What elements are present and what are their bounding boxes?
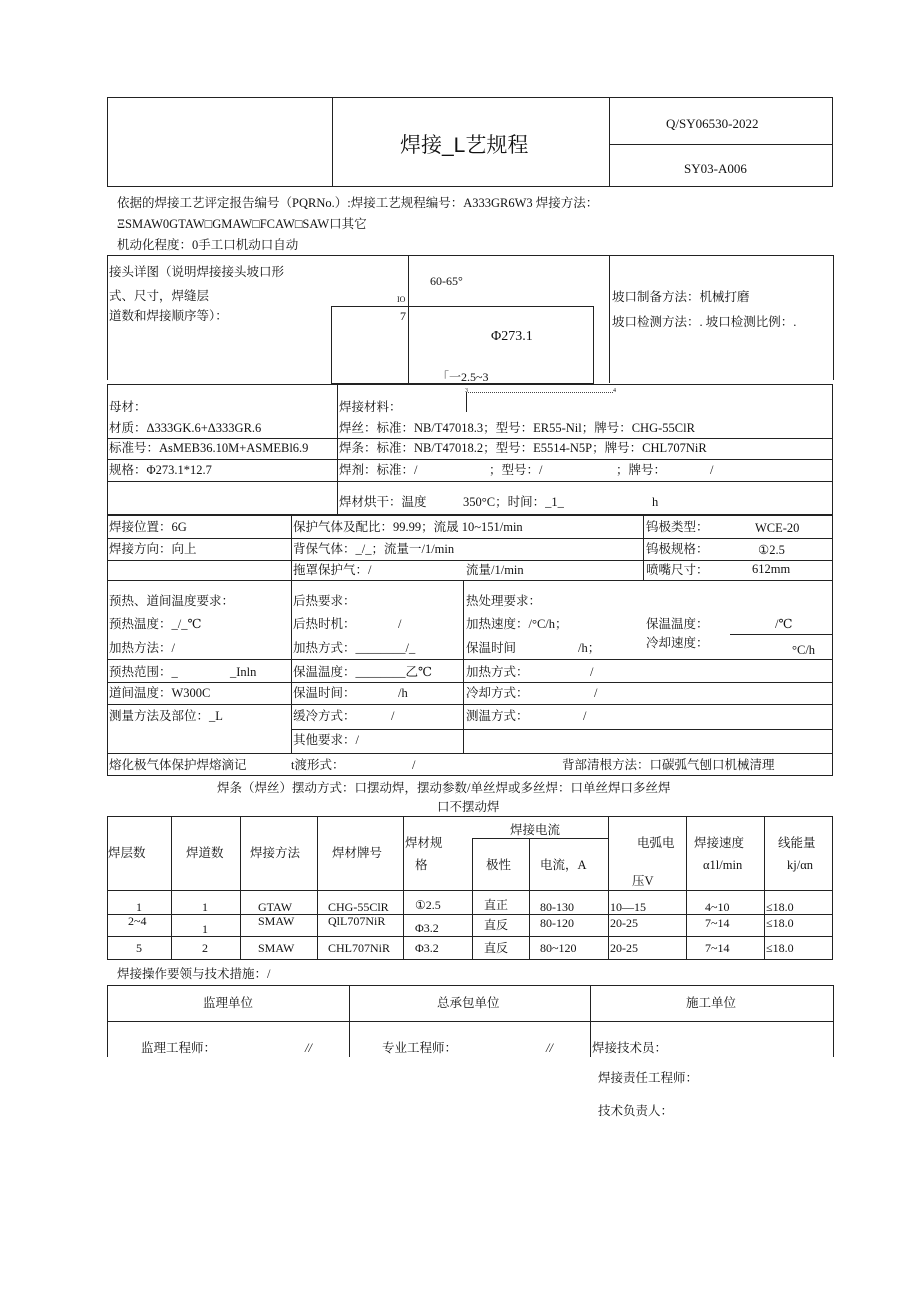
material-divider: [337, 384, 338, 515]
mark-small-4: 4: [613, 388, 616, 394]
swing-method: 焊条（焊丝）摆动方式：口摆动焊，摆动参数/单丝焊或多丝焊：口单丝焊口多丝焊: [217, 781, 671, 795]
sign-col-construction: 施工单位: [686, 996, 737, 1010]
document-title: 焊接_L艺规程: [400, 134, 529, 157]
mark-7: 7: [400, 309, 406, 323]
param-col-3: [317, 816, 318, 960]
postheat-hold-time: 保温时间：: [293, 686, 356, 700]
heat-row-d: [291, 729, 833, 730]
back-gouge-method: 背部清根方法：口碳弧气刨口机械清理: [562, 758, 775, 772]
table-row-2-brand: QlL707NiR: [328, 914, 386, 928]
sign-div-2: [590, 985, 591, 1057]
col-spec-1: 焊材规: [405, 836, 443, 850]
welding-responsible-engineer: 焊接责任工程师：: [598, 1071, 699, 1085]
preheat-method: 加热方法：/: [109, 641, 175, 655]
table-row-2-spec: Φ3.2: [415, 921, 439, 935]
weld-material-title: 焊接材料：: [339, 400, 402, 414]
shield-gas: 保护气体及配比：99.99；流晟 10~151/min: [293, 520, 523, 534]
trailing-gas-flow: 流量/1/min: [466, 563, 524, 577]
param-col-6: [529, 838, 530, 960]
table-row-2-speed: 7~14: [705, 916, 730, 930]
header-divider-2: [609, 97, 610, 187]
table-row-1-pass: 1: [202, 900, 208, 914]
flux-standard: 焊剂：标准：/: [339, 463, 418, 477]
preheat-temp: 预热温度：_/_℃: [109, 617, 202, 631]
groove-inspection: 坡口检测方法：. 坡口检测比例：.: [612, 315, 797, 329]
ht-hold-temp-value: /℃: [775, 617, 793, 631]
base-material: 材质：Δ333GK.6+Δ333GR.6: [109, 421, 262, 435]
ht-measure-value: /: [583, 709, 587, 723]
table-row-1-amp: 80-130: [540, 900, 574, 914]
welding-technician: 焊接技术员：: [592, 1041, 668, 1055]
weld-direction: 焊接方向：向上: [109, 542, 197, 556]
joint-right-line: [833, 255, 834, 380]
transfer-mode-value: /: [412, 758, 416, 772]
col-volt-2: 压V: [632, 874, 654, 888]
table-row-1-spec: ①2.5: [415, 898, 441, 912]
wire-info: 焊丝：标准：NB/T47018.3；型号：ER55-Nil；牌号：CHG-55ClR: [339, 421, 695, 435]
flux-brand: ；牌号：: [616, 463, 667, 477]
param-col-7: [608, 816, 609, 960]
ht-cool-method: 冷却方式：: [466, 686, 529, 700]
joint-label-1: 接头详图（说明焊接接头坡口形: [109, 265, 285, 279]
trailing-gas: 拖罩保护气：/: [293, 563, 372, 577]
bake-unit: h: [652, 495, 659, 509]
preheat-title: 预热、道间温度要求：: [109, 594, 235, 608]
table-row-3-volt: 20-25: [610, 941, 638, 955]
param-col-8: [686, 816, 687, 960]
heat-treatment-title: 热处理要求：: [466, 594, 542, 608]
col-speed-1: 焊接速度: [694, 836, 745, 850]
transfer-mode: 熔化极气体保护焊熔滴记: [109, 758, 247, 772]
ht-heating-method: 加热方式：: [466, 665, 529, 679]
col-pass: 焊道数: [186, 846, 224, 860]
heat-row-c: [107, 704, 833, 705]
col-brand: 焊材牌号: [332, 846, 383, 860]
table-row-3-amp: 80~120: [540, 941, 577, 955]
table-row-2-amp: 80-120: [540, 916, 574, 930]
mark-10: IO: [397, 295, 406, 304]
base-spec: 规格：Φ273.1*12.7: [109, 463, 212, 477]
ht-cool-method-value: /: [594, 686, 598, 700]
header-divider-1: [332, 97, 333, 187]
sign-left: [107, 985, 108, 1057]
technical-director: 技术负责人：: [598, 1104, 674, 1118]
pipe-diameter: Φ273.1: [491, 329, 533, 344]
sign-top: [107, 985, 833, 986]
table-row-2-pass: 1: [202, 922, 208, 936]
table-row-3-pass: 2: [202, 941, 208, 955]
transfer-mode-label: t渡形式：: [291, 758, 345, 772]
nozzle-size-label: 喷嘴尺寸：: [646, 563, 709, 577]
tungsten-spec-value: ①2.5: [758, 543, 785, 557]
table-row-1-volt: 10—15: [610, 900, 646, 914]
param-col-9: [764, 816, 765, 960]
ht-heating-speed: 加热速度：/°C/h；: [466, 617, 568, 631]
col-energy-2: kj/αn: [787, 858, 813, 872]
postheat-timing-value: /: [398, 617, 402, 631]
tungsten-type-label: 钨极类型：: [646, 520, 709, 534]
intro-line-3: 机动化程度：0手工口机动口自动: [117, 238, 299, 252]
base-standard: 标准号：AsMEB36.10M+ASMEBl6.9: [109, 441, 309, 455]
table-row-2-method: SMAW: [258, 914, 295, 928]
sign-col-supervisor: 监理单位: [203, 996, 254, 1010]
flux-brand-value: /: [710, 463, 714, 477]
intro-line-2: ΞSMAW0GTAW□GMAW□FCAW□SAW口其它: [117, 217, 367, 231]
col-energy-1: 线能量: [778, 836, 816, 850]
groove-angle: 60-65°: [430, 274, 463, 288]
preheat-range-unit: _Inln: [230, 665, 257, 679]
mark-small-3: 3: [465, 388, 468, 394]
param-col-2: [240, 816, 241, 960]
interpass-temp: 道间温度：W300C: [109, 686, 211, 700]
table-row-3-speed: 7~14: [705, 941, 730, 955]
table-row-1-layer: 1: [136, 900, 142, 914]
ht-hold-temp-label: 保温温度：: [646, 617, 709, 631]
slow-cool-value: /: [391, 709, 395, 723]
table-row-2-volt: 20-25: [610, 916, 638, 930]
ht-cool-speed-value: °C/h: [792, 643, 816, 657]
supervisor-engineer-mark: //: [305, 1041, 312, 1055]
bake-label: 焊材烘干：温度: [339, 495, 427, 509]
col-current: 焊接电流: [510, 823, 561, 837]
col-method: 焊接方法: [250, 846, 301, 860]
position-divider-2: [643, 515, 644, 581]
groove-prep-method: 坡口制备方法：机械打磨: [612, 290, 750, 304]
table-row-2-energy: ≤18.0: [766, 916, 794, 930]
material-row-2: [107, 459, 833, 460]
position-divider-1: [291, 515, 292, 581]
postheat-title: 后热要求：: [293, 594, 356, 608]
ht-cool-speed-label: 冷却速度：: [646, 636, 709, 650]
material-row-1: [107, 438, 833, 439]
param-header-bottom: [107, 890, 833, 891]
table-row-1-energy: ≤18.0: [766, 900, 794, 914]
preheat-range: 预热范围：_: [109, 665, 178, 679]
col-spec-2: 格: [415, 858, 428, 872]
joint-label-3: 道数和焊接顺序等）：: [109, 309, 228, 323]
table-row-3-brand: CHL707NiR: [328, 941, 391, 955]
bake-temp-time: 350°C；时间：_1_: [463, 495, 564, 509]
postheat-hold-time-value: /h: [398, 686, 408, 700]
col-amp: 电流，A: [540, 858, 587, 872]
table-row-3-energy: ≤18.0: [766, 941, 794, 955]
operation-notes: 焊接操作要领与技术措施：/: [117, 967, 271, 981]
other-requirements: 其他要求：/: [293, 733, 359, 747]
table-row-1-brand: CHG-55ClR: [328, 900, 389, 914]
flux-model: ；型号：/: [489, 463, 543, 477]
position-row-1: [107, 538, 833, 539]
heat-row-a: [107, 659, 833, 660]
supervisor-engineer: 监理工程师：: [141, 1041, 217, 1055]
root-gap: 「一2.5~3: [437, 370, 489, 384]
postheat-timing: 后热时机：: [293, 617, 356, 631]
table-row-3-layer: 5: [136, 941, 142, 955]
table-row-3-spec: Φ3.2: [415, 941, 439, 955]
param-col-5: [472, 838, 473, 960]
slow-cool: 缓冷方式：: [293, 709, 356, 723]
specialty-engineer-mark: //: [546, 1041, 553, 1055]
postheat-method: 加热方式：________/_: [293, 641, 416, 655]
ht-hold-time: 保温时间: [466, 641, 517, 655]
ht-hold-time-value: /h；: [578, 641, 601, 655]
col-volt-1: 电弧电: [637, 836, 675, 850]
specialty-engineer: 专业工程师：: [382, 1041, 458, 1055]
material-row-3: [107, 481, 833, 482]
ht-heating-method-value: /: [590, 665, 594, 679]
param-current-line: [472, 838, 608, 839]
wps-code: SY03-A006: [684, 161, 747, 176]
rod-info: 焊条：标准：NB/T47018.2；型号：E5514-N5P；牌号：CHL707NiR: [339, 441, 707, 455]
weld-position: 焊接位置：6G: [109, 520, 187, 534]
sign-col-contractor: 总承包单位: [437, 996, 500, 1010]
position-row-2: [107, 560, 833, 561]
table-row-3-method: SMAW: [258, 941, 295, 955]
table-row-3-polarity: 直反: [484, 941, 509, 955]
tungsten-spec-label: 钨极规格：: [646, 542, 709, 556]
sign-mid: [107, 1021, 833, 1022]
sign-div-1: [349, 985, 350, 1057]
table-row-2-polarity: 直反: [484, 918, 509, 932]
col-layer: 焊层数: [108, 846, 146, 860]
intro-line-1: 依据的焊接工艺评定报告编号（PQRNo.）:焊接工艺规程编号：A333GR6W3 焊接方法：: [117, 196, 599, 210]
table-row-1-method: GTAW: [258, 900, 293, 914]
joint-top-line: [107, 255, 833, 256]
sign-right: [833, 985, 834, 1057]
tungsten-type-value: WCE-20: [755, 521, 800, 535]
joint-left-line: [107, 255, 108, 380]
col-polarity: 极性: [486, 858, 512, 872]
heat-row-b: [107, 682, 833, 683]
ht-measure: 测温方式：: [466, 709, 529, 723]
table-row-2-layer: 2~4: [128, 914, 147, 928]
temp-measure: 测量方法及部位：_L: [109, 709, 223, 723]
backing-gas: 背保气体：_/_；流量一/1/min: [293, 542, 455, 556]
param-col-1: [171, 816, 172, 960]
heat-cool-line: [730, 634, 833, 635]
postheat-hold-temp: 保温温度：________乙℃: [293, 665, 432, 679]
param-col-4: [403, 816, 404, 960]
table-row-1-polarity: 直正: [484, 898, 509, 912]
nozzle-size-value: 612mm: [752, 562, 791, 576]
no-swing: 口不摆动焊: [437, 800, 500, 814]
joint-label-2: 式、尺寸，焊缝层: [109, 289, 210, 303]
joint-divider: [609, 255, 610, 383]
standard-code: Q/SY06530-2022: [666, 116, 759, 131]
header-divider-3: [609, 144, 833, 145]
table-row-1-speed: 4~10: [705, 900, 730, 914]
param-row-line-2: [107, 936, 833, 937]
base-material-title: 母材：: [109, 400, 147, 414]
col-speed-2: α1l/min: [703, 858, 743, 872]
